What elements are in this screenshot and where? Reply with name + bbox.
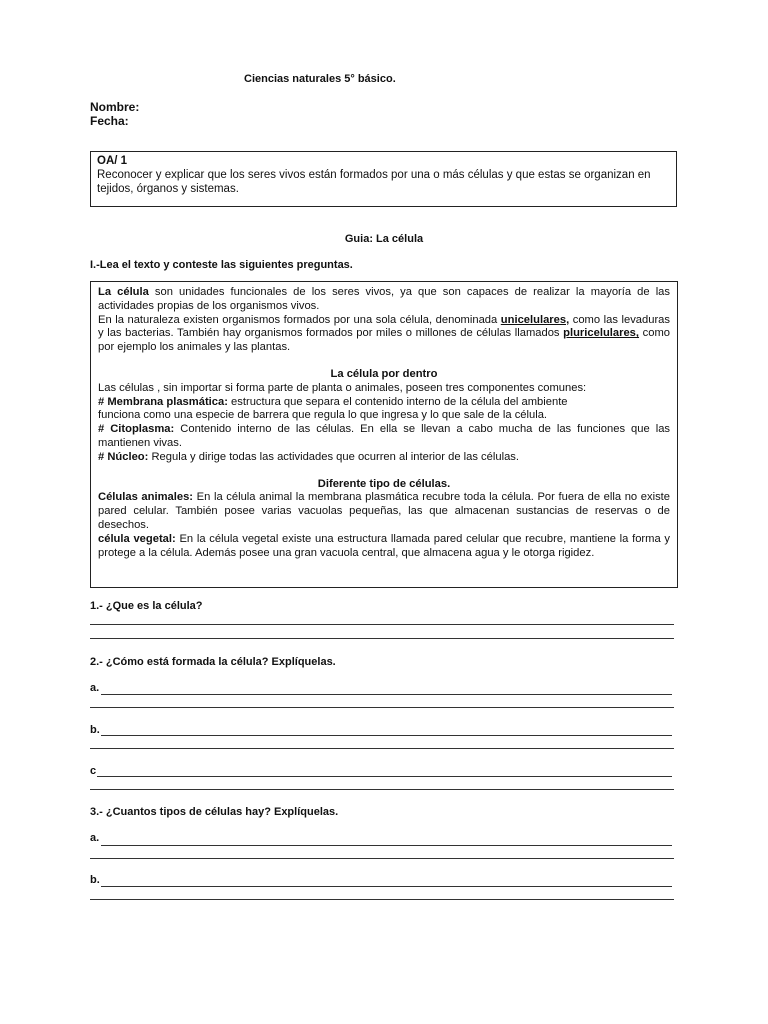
answer-line[interactable] [90, 624, 674, 625]
option-label: a. [90, 682, 100, 694]
question-3: 3.- ¿Cuantos tipos de células hay? Explíquelas. [90, 806, 339, 818]
component-label: # Núcleo: [98, 450, 149, 463]
type-vegetal [98, 533, 670, 561]
component-text: estructura que separa el contenido interno de la célula del ambiente [227, 395, 568, 408]
component-label: # Membrana plasmática: [98, 395, 228, 408]
type-text: En la célula vegetal existe una estructura llamada pared celular que recubre, mantiene la forma y protege a la célula. Además posee una gran vacuola central, que almacena agua y le otorga rigidez. [98, 532, 670, 559]
answer-line[interactable] [90, 899, 674, 900]
answer-line[interactable] [97, 776, 672, 777]
section1-intro: Las células , sin importar si forma parte de planta o animales, poseen tres componentes comunes: [98, 381, 587, 394]
term-unicelulares: unicelulares, [500, 313, 570, 326]
answer-line[interactable] [90, 789, 674, 790]
component-text: Contenido interno de las células. En ella se llevan a cabo mucha de las funciones que las mantienen vivas. [98, 423, 671, 449]
answer-line[interactable] [101, 886, 672, 887]
question-2: 2.- ¿Cómo está formada la célula? Explíquelas. [90, 656, 336, 668]
objective-box [90, 151, 677, 207]
answer-line[interactable] [90, 638, 674, 639]
section-title-inside: La célula por dentro [330, 367, 438, 380]
option-label: c [90, 765, 97, 777]
type-label: célula vegetal: [98, 532, 176, 545]
component-text: funciona como una especie de barrera que regula lo que ingresa y lo que sale de la célula. [98, 409, 548, 422]
answer-line[interactable] [90, 858, 674, 859]
section-title-types: Diferente tipo de células. [317, 477, 451, 490]
answer-line[interactable] [101, 845, 672, 846]
option-label: b. [90, 724, 100, 736]
reading-box [90, 281, 678, 588]
answer-line[interactable] [101, 694, 672, 695]
guide-title: Guia: La célula [344, 233, 424, 245]
type-animal [98, 491, 670, 532]
subject-title: Ciencias naturales 5° básico. [244, 73, 396, 85]
type-text: En la célula animal la membrana plasmática recubre toda la célula. Por fuera de ella no existe pared celular. También posee varias vacuolas pequeñas, las que almacenan sustancias de reservas o de desechos. [98, 491, 671, 531]
objective-code: OA/ 1 [97, 155, 128, 167]
component-label: # Citoplasma: [98, 423, 175, 436]
reading-text: En la naturaleza existen organismos formados por una sola célula, denominada [98, 313, 501, 326]
nombre-label: Nombre: [90, 100, 140, 114]
term-celula: La célula [98, 286, 149, 298]
reading-paragraph-2 [98, 314, 670, 355]
objective-text: Reconocer y explicar que los seres vivos están formados por una o más células y que estas se organizan en tejidos, órganos y sistemas. [97, 169, 651, 195]
reading-paragraph-1 [98, 286, 670, 314]
reading-text: como las levaduras y las bacterias. También hay organismos formados por miles o millones de células llamados [98, 313, 670, 340]
answer-line[interactable] [90, 707, 674, 708]
student-info [90, 100, 139, 128]
question-1: 1.- ¿Que es la célula? [90, 600, 203, 612]
component-text: Regula y dirige todas las actividades que ocurren al interior de las células. [148, 450, 519, 463]
answer-line[interactable] [90, 748, 674, 749]
option-label: b. [90, 874, 100, 886]
option-label: a. [90, 832, 100, 844]
reading-text: son unidades funcionales de los seres vivos, ya que son capaces de realizar la mayoría de las actividades propias de los organismos vivos. [98, 286, 670, 312]
instruction: I.-Lea el texto y conteste las siguientes preguntas. [90, 259, 353, 271]
component-membrane [98, 396, 670, 424]
reading-text: como por ejemplo los animales y las plantas. [98, 327, 671, 354]
component-nucleus [98, 451, 670, 465]
type-label: Células animales: [98, 491, 194, 504]
answer-line[interactable] [101, 735, 672, 736]
fecha-label: Fecha: [90, 114, 129, 128]
component-cytoplasm [98, 423, 670, 451]
term-pluricelulares: pluricelulares, [563, 327, 640, 340]
